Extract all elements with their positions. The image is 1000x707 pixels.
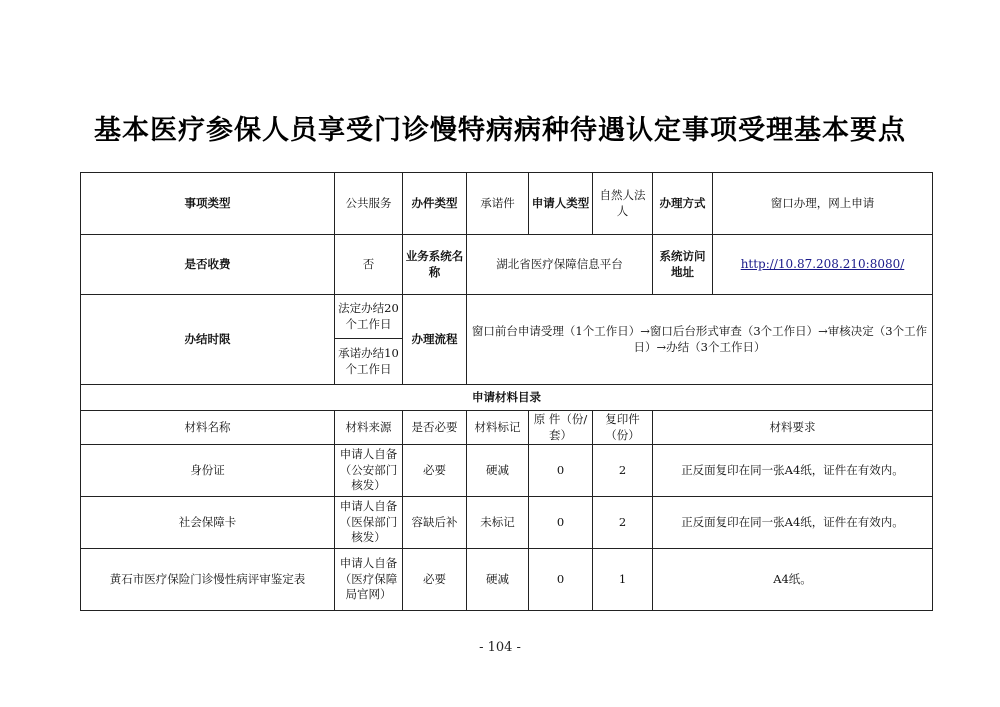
material-original: 0 bbox=[529, 549, 593, 611]
method-value: 窗口办理，网上申请 bbox=[713, 173, 933, 235]
handle-type-label: 办件类型 bbox=[403, 173, 467, 235]
handle-type-value: 承诺件 bbox=[467, 173, 529, 235]
process-label: 办理流程 bbox=[403, 295, 467, 385]
material-mark: 硬减 bbox=[467, 445, 529, 497]
material-original: 0 bbox=[529, 445, 593, 497]
table-row bbox=[81, 497, 933, 549]
header-copies: 复印件（份） bbox=[593, 411, 653, 445]
deadline-label: 办结时限 bbox=[81, 295, 335, 385]
applicant-type-label: 申请人类型 bbox=[529, 173, 593, 235]
materials-section-title: 申请材料目录 bbox=[81, 385, 933, 411]
page-number: - 104 - bbox=[479, 640, 521, 655]
header-name: 材料名称 bbox=[81, 411, 335, 445]
item-type-value: 公共服务 bbox=[335, 173, 403, 235]
info-row-deadline bbox=[81, 295, 933, 339]
fee-label: 是否收费 bbox=[81, 235, 335, 295]
material-original: 0 bbox=[529, 497, 593, 549]
material-source: 申请人自备（医疗保障局官网） bbox=[335, 549, 403, 611]
material-requirement: 正反面复印在同一张A4纸，证件在有效内。 bbox=[653, 497, 933, 549]
header-required: 是否必要 bbox=[403, 411, 467, 445]
material-required: 容缺后补 bbox=[403, 497, 467, 549]
material-copies: 1 bbox=[593, 549, 653, 611]
info-row-fee bbox=[81, 235, 933, 295]
system-url-cell bbox=[713, 235, 933, 295]
system-url-label: 系统访问地址 bbox=[653, 235, 713, 295]
material-requirement: A4纸。 bbox=[653, 549, 933, 611]
applicant-type-value: 自然人法人 bbox=[593, 173, 653, 235]
requirements-table bbox=[80, 172, 933, 611]
header-source: 材料来源 bbox=[335, 411, 403, 445]
material-name: 社会保障卡 bbox=[81, 497, 335, 549]
material-source: 申请人自备（医保部门核发） bbox=[335, 497, 403, 549]
table-row bbox=[81, 549, 933, 611]
info-row-type bbox=[81, 173, 933, 235]
materials-section-row bbox=[81, 385, 933, 411]
method-label: 办理方式 bbox=[653, 173, 713, 235]
material-required: 必要 bbox=[403, 549, 467, 611]
material-required: 必要 bbox=[403, 445, 467, 497]
table-row bbox=[81, 445, 933, 497]
material-copies: 2 bbox=[593, 497, 653, 549]
header-original: 原 件（份/套） bbox=[529, 411, 593, 445]
system-url-link[interactable]: http://10.87.208.210:8080/ bbox=[740, 257, 905, 272]
legal-deadline: 法定办结20个工作日 bbox=[335, 295, 403, 339]
process-value: 窗口前台申请受理（1个工作日）→窗口后台形式审查（3个工作日）→审核决定（3个工作日）→办结（3个工作日） bbox=[467, 295, 933, 385]
page-title: 基本医疗参保人员享受门诊慢特病病种待遇认定事项受理基本要点 bbox=[94, 115, 906, 146]
fee-value: 否 bbox=[335, 235, 403, 295]
system-name-label: 业务系统名称 bbox=[403, 235, 467, 295]
system-name-value: 湖北省医疗保障信息平台 bbox=[467, 235, 653, 295]
material-copies: 2 bbox=[593, 445, 653, 497]
material-mark: 未标记 bbox=[467, 497, 529, 549]
item-type-label: 事项类型 bbox=[81, 173, 335, 235]
promised-deadline: 承诺办结10个工作日 bbox=[335, 339, 403, 385]
material-name: 身份证 bbox=[81, 445, 335, 497]
material-name: 黄石市医疗保险门诊慢性病评审鉴定表 bbox=[81, 549, 335, 611]
material-mark: 硬减 bbox=[467, 549, 529, 611]
material-source: 申请人自备（公安部门核发） bbox=[335, 445, 403, 497]
header-mark: 材料标记 bbox=[467, 411, 529, 445]
material-requirement: 正反面复印在同一张A4纸，证件在有效内。 bbox=[653, 445, 933, 497]
materials-header-row bbox=[81, 411, 933, 445]
header-requirement: 材料要求 bbox=[653, 411, 933, 445]
